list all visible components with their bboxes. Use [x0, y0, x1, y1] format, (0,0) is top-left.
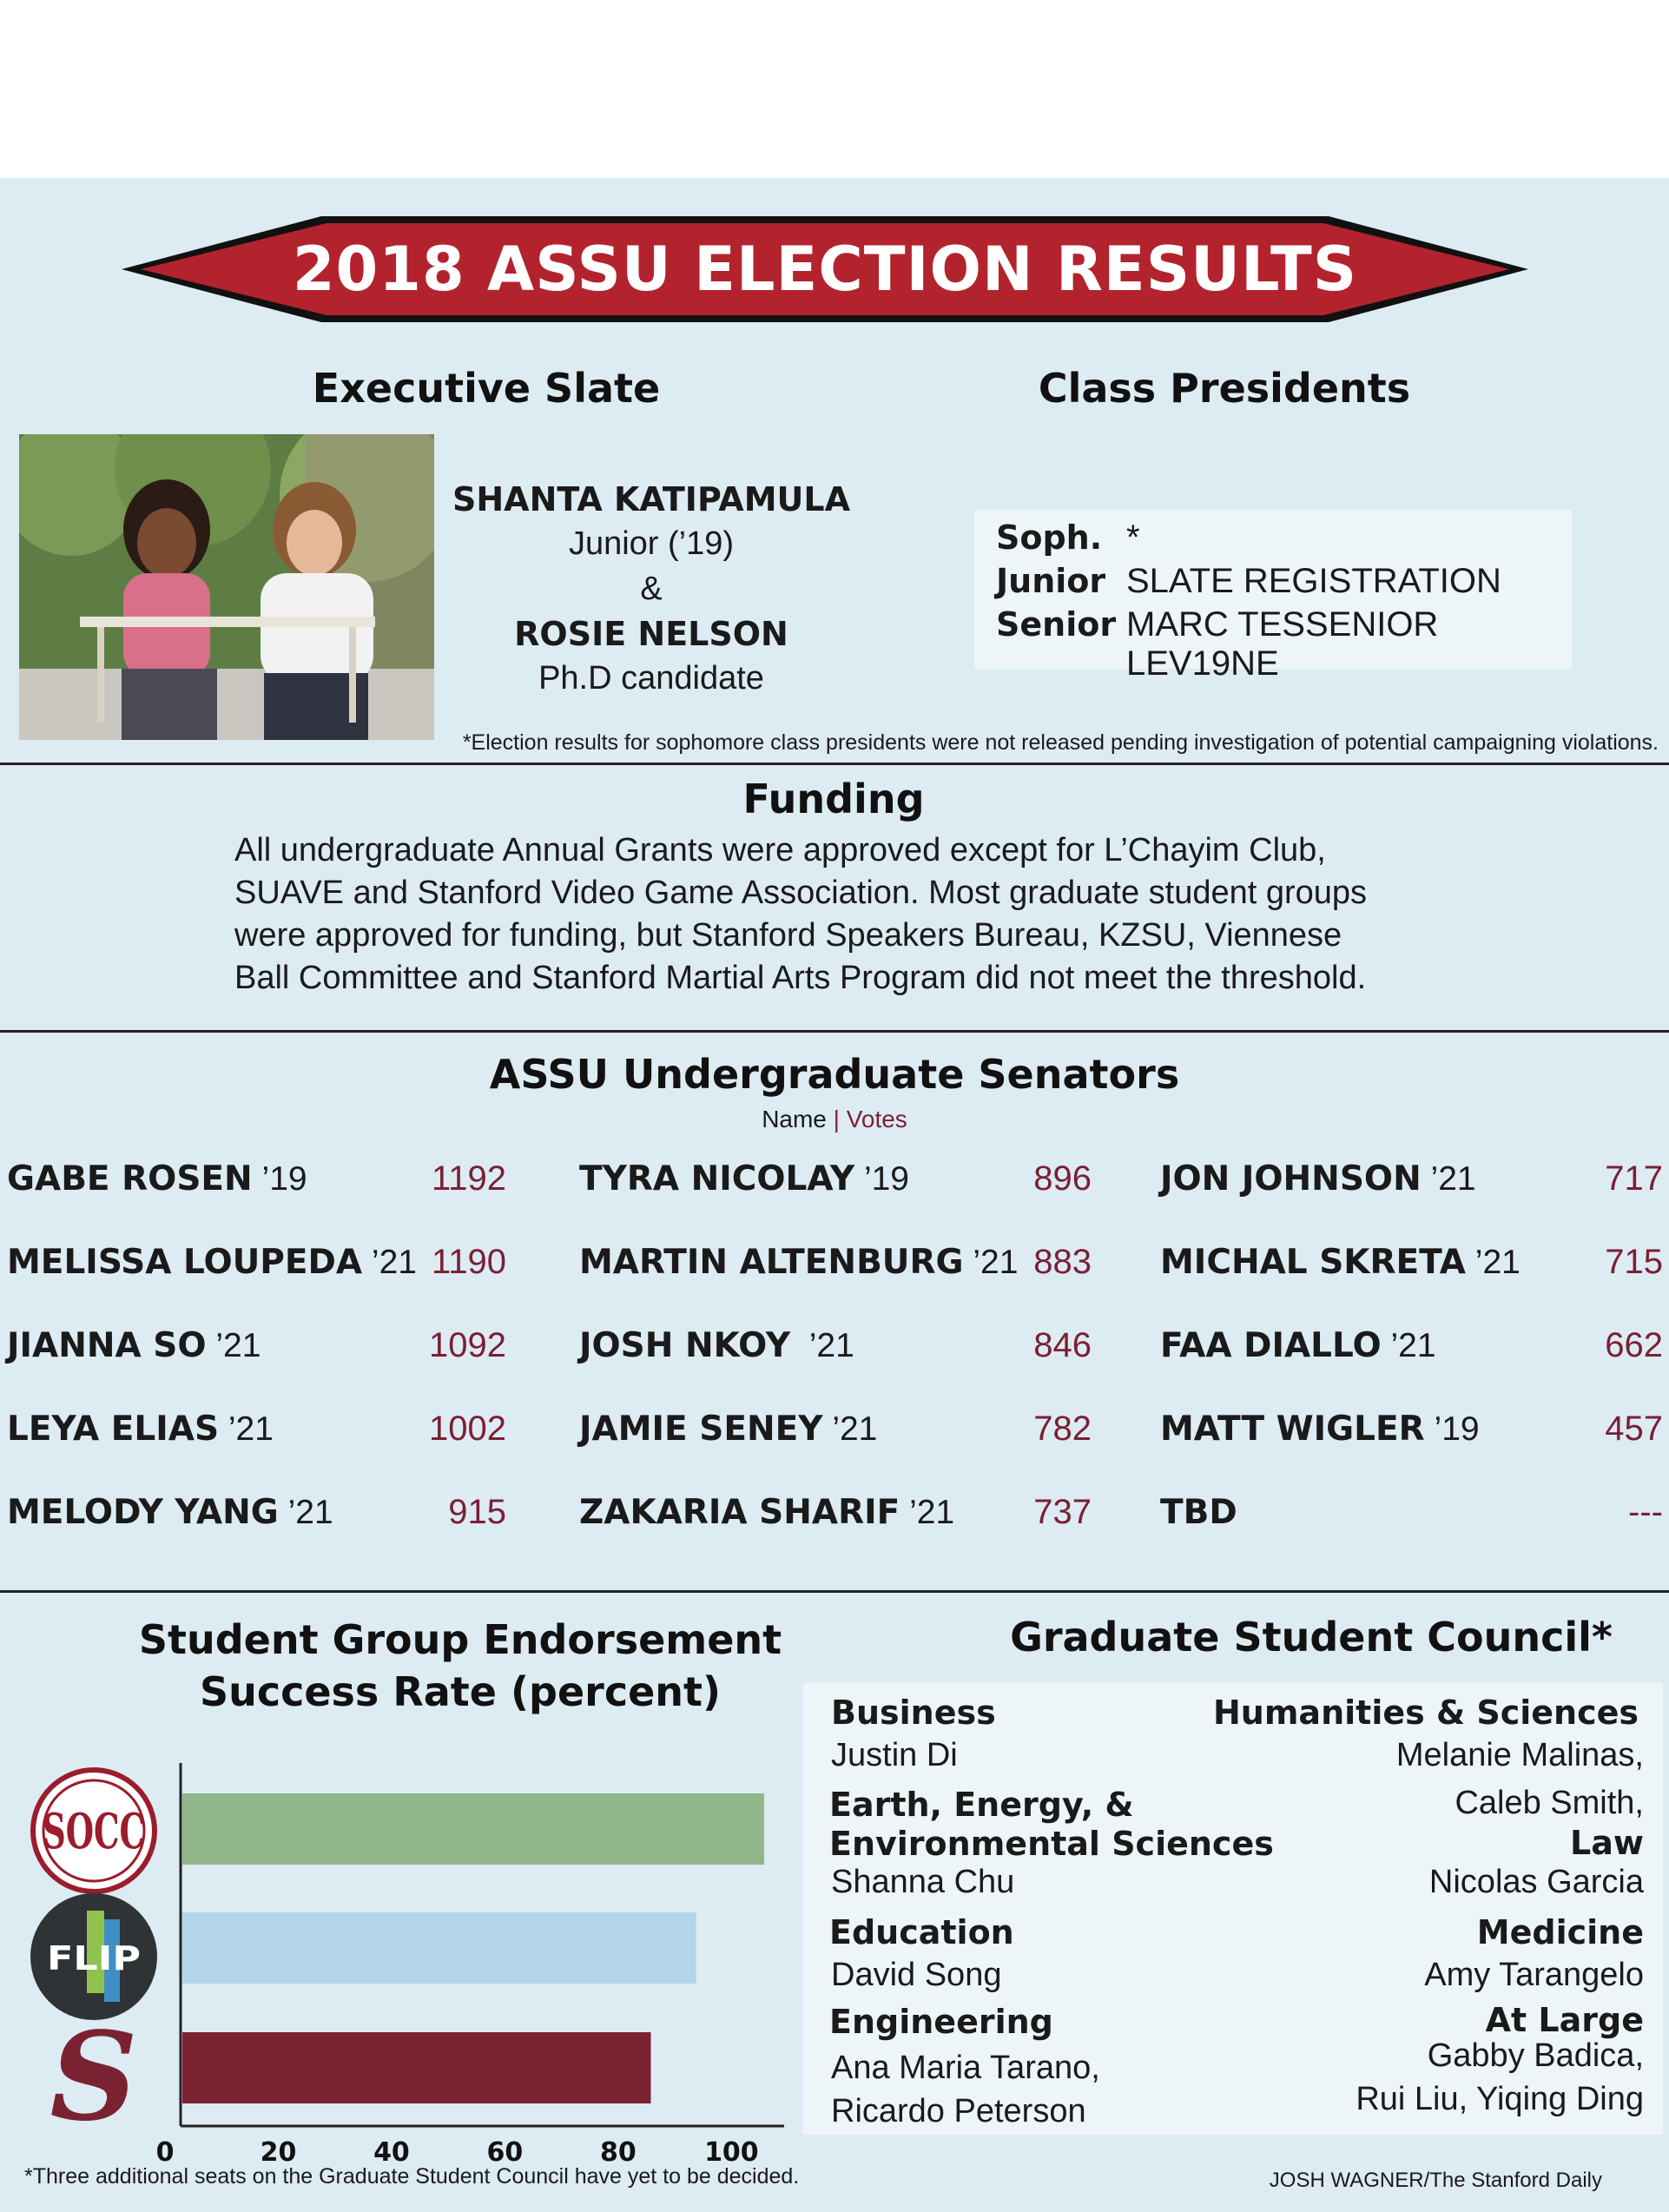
x-tick-label: 100	[704, 2137, 759, 2168]
bar-socc	[182, 1793, 764, 1865]
senator-name	[1160, 1326, 1436, 1365]
senator-votes: 915	[448, 1493, 506, 1531]
divider	[0, 1590, 1669, 1593]
gsc-education-heading: Education	[829, 1913, 1014, 1951]
senator-name-text: MELISSA LOUPEDA	[7, 1243, 363, 1282]
class-presidents-box	[974, 510, 1572, 683]
senator-class-year: ’21	[822, 1410, 878, 1448]
gsc-medicine-heading: Medicine	[1476, 1913, 1644, 1951]
senator-votes: 846	[1033, 1326, 1092, 1364]
senator-votes: 883	[1033, 1243, 1092, 1281]
gsc-engineering-member-2: Ricardo Peterson	[831, 2093, 1086, 2129]
senator-name	[579, 1326, 854, 1365]
gsc-earth-heading: Earth, Energy, &	[829, 1786, 1134, 1824]
cp-value-senior: MARC TESSENIOR LEV19NE	[1126, 605, 1439, 683]
senator-name	[1160, 1243, 1521, 1282]
senator-class-year: ’21	[362, 1244, 417, 1281]
exec-ampersand: &	[640, 571, 663, 607]
exec-year-2: Ph.D candidate	[538, 660, 764, 697]
senator-class-year: ’19	[854, 1160, 909, 1198]
senator-name-text: MELODY YANG	[7, 1493, 279, 1532]
cp-label-junior: Junior	[996, 562, 1106, 600]
funding-line: were approved for funding, but Stanford Speakers Bureau, KZSU, Viennese	[234, 917, 1342, 954]
senator-votes: ---	[1628, 1493, 1663, 1531]
senator-name-text: TBD	[1160, 1493, 1237, 1532]
senator-name	[579, 1159, 909, 1198]
senator-name	[1160, 1159, 1476, 1198]
senator-name	[7, 1326, 261, 1365]
gsc-hs-member-2: Caleb Smith,	[1455, 1785, 1644, 1821]
cp-label-senior: Senior	[996, 605, 1117, 644]
x-tick-label: 80	[600, 2137, 637, 2168]
funding-line: All undergraduate Annual Grants were approved except for L’Chayim Club,	[234, 832, 1326, 868]
senator-votes: 1192	[431, 1159, 506, 1198]
exec-name-1: SHANTA KATIPAMULA	[452, 480, 851, 518]
gsc-at-large-member-1: Gabby Badica,	[1427, 2037, 1644, 2074]
class-presidents-heading: Class Presidents	[1038, 365, 1411, 412]
senator-votes: 662	[1605, 1326, 1663, 1364]
gsc-business-heading: Business	[831, 1694, 996, 1732]
gsc-engineering-heading: Engineering	[829, 2003, 1053, 2041]
senator-name-text: MATT WIGLER	[1160, 1410, 1425, 1449]
senator-name	[1160, 1410, 1480, 1449]
senator-votes: 1002	[429, 1410, 506, 1448]
exec-year-1: Junior (’19)	[568, 525, 735, 562]
x-tick-label: 20	[260, 2137, 297, 2168]
gsc-at-large-member-2: Rui Liu, Yiqing Ding	[1356, 2081, 1644, 2117]
senator-name-text: JAMIE SENEY	[579, 1410, 823, 1449]
gsc-business-members: Justin Di	[831, 1737, 958, 1773]
senator-votes: 717	[1605, 1159, 1663, 1198]
legend-name: Name	[762, 1106, 827, 1132]
senator-votes: 1092	[429, 1326, 506, 1364]
senator-class-year: ’21	[219, 1410, 274, 1448]
senator-votes: 782	[1033, 1410, 1092, 1448]
senator-name-text: MICHAL SKRETA	[1160, 1243, 1466, 1282]
senator-class-year: ’21	[1465, 1244, 1521, 1281]
funding-line: SUAVE and Stanford Video Game Association. Most graduate student groups	[234, 875, 1368, 911]
gsc-hs-heading: Humanities & Sciences	[1212, 1694, 1639, 1732]
bar-s	[182, 2032, 650, 2103]
exec-name-2: ROSIE NELSON	[514, 615, 788, 653]
gsc-at-large-heading: At Large	[1485, 2001, 1644, 2039]
photo-credit: JOSH WAGNER/The Stanford Daily	[1269, 2169, 1602, 2192]
socc-logo-text: SOCC	[43, 1803, 145, 1860]
x-tick-label: 60	[486, 2137, 524, 2168]
senator-votes: 737	[1033, 1493, 1092, 1531]
funding-line: Ball Committee and Stanford Martial Arts Program did not meet the threshold.	[234, 960, 1367, 996]
senator-class-year: ’19	[252, 1160, 307, 1198]
senator-votes: 1190	[431, 1243, 506, 1281]
senator-class-year: ’19	[1424, 1410, 1480, 1448]
senator-name-text: JOSH NKOY	[579, 1326, 791, 1365]
senator-name-text: ZAKARIA SHARIF	[579, 1493, 900, 1532]
divider	[0, 763, 1669, 765]
senator-class-year: ’21	[963, 1244, 1019, 1281]
senator-name-text: MARTIN ALTENBURG	[579, 1243, 964, 1282]
cp-value-junior: SLATE REGISTRATION	[1126, 562, 1501, 600]
senator-class-year: ’21	[790, 1327, 854, 1364]
cp-label-soph: Soph.	[996, 518, 1103, 557]
gsc-hs-member-1: Melanie Malinas,	[1395, 1737, 1644, 1773]
legend-votes: Votes	[846, 1106, 907, 1132]
gsc-earth-members: Shanna Chu	[831, 1864, 1015, 1900]
senator-name	[1160, 1493, 1237, 1532]
senator-class-year: ’21	[206, 1327, 261, 1364]
page-title: 2018 ASSU ELECTION RESULTS	[292, 234, 1358, 305]
legend-separator: |	[833, 1106, 840, 1132]
senators-legend	[660, 1106, 1009, 1133]
executive-heading: Executive Slate	[312, 365, 661, 412]
senator-name-text: FAA DIALLO	[1160, 1326, 1382, 1365]
gsc-law-heading: Law	[1570, 1824, 1644, 1862]
senator-name-text: TYRA NICOLAY	[579, 1159, 855, 1198]
bar-flip	[182, 1912, 696, 1984]
class-presidents-note: *Election results for sophomore class presidents were not released pending investigation of potential campaigning violations.	[462, 730, 1659, 755]
chart-note: *Three additional seats on the Graduate Student Council have yet to be decided.	[24, 2164, 800, 2189]
gsc-engineering-member-1: Ana Maria Tarano,	[831, 2050, 1100, 2086]
senator-name-text: GABE ROSEN	[7, 1159, 253, 1198]
funding-text	[234, 829, 1433, 1000]
senator-class-year: ’21	[900, 1494, 955, 1531]
senator-class-year: ’21	[1421, 1160, 1476, 1198]
gsc-law-members: Nicolas Garcia	[1428, 1864, 1644, 1900]
senator-votes: 715	[1605, 1243, 1663, 1281]
gsc-heading: Graduate Student Council*	[1010, 1614, 1613, 1661]
chart-title-line-1: Student Group Endorsement	[138, 1616, 782, 1663]
senators-heading: ASSU Undergraduate Senators	[489, 1051, 1180, 1098]
endorsement-bar-chart	[0, 1746, 799, 2171]
chart-title	[113, 1614, 808, 1718]
senator-name	[7, 1493, 333, 1532]
executive-photo	[19, 434, 434, 740]
senator-votes: 457	[1605, 1410, 1663, 1448]
senator-name-text: JON JOHNSON	[1160, 1159, 1422, 1198]
gsc-medicine-members: Amy Tarangelo	[1424, 1957, 1644, 1993]
gsc-earth-heading-2: Environmental Sciences	[829, 1825, 1274, 1863]
senator-votes: 896	[1033, 1159, 1092, 1198]
chart-title-line-2: Success Rate (percent)	[199, 1668, 722, 1715]
x-tick-label: 0	[155, 2137, 175, 2168]
title-banner	[122, 213, 1528, 326]
divider	[0, 1030, 1669, 1033]
senator-name-text: LEYA ELIAS	[7, 1410, 220, 1449]
senator-class-year: ’21	[1381, 1327, 1436, 1364]
x-tick-label: 40	[373, 2137, 410, 2168]
gsc-box	[803, 1683, 1663, 2135]
senator-name	[579, 1410, 877, 1449]
stanford-s-logo-icon: S	[49, 2006, 138, 2149]
senator-class-year: ’21	[278, 1494, 333, 1531]
funding-heading: Funding	[742, 776, 925, 822]
flip-logo-text: FLIP	[47, 1939, 141, 1978]
senator-name	[7, 1159, 307, 1198]
gsc-education-members: David Song	[831, 1957, 1002, 1993]
senator-name-text: JIANNA SO	[7, 1326, 207, 1365]
senator-name	[579, 1493, 954, 1532]
senator-name	[7, 1410, 274, 1449]
cp-value-soph: *	[1126, 518, 1140, 557]
